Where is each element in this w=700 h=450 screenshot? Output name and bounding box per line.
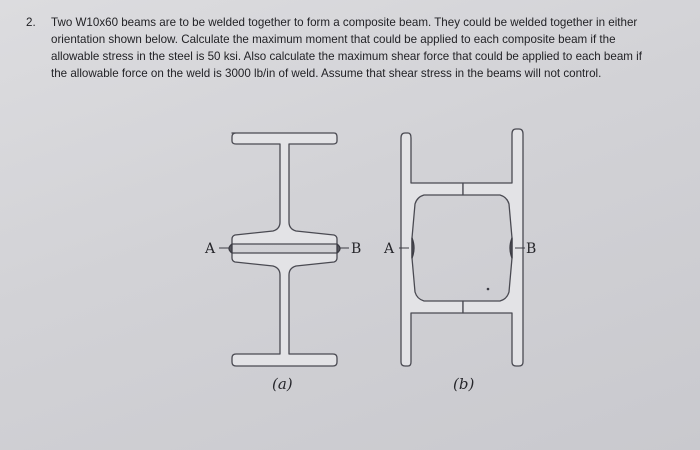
figure-b-side-beams (401, 129, 523, 366)
figure-b-centroid-dot (487, 288, 490, 291)
figure-b-caption: (b) (453, 375, 475, 393)
figure-b-left-beam (401, 133, 463, 366)
figure-a-lower-beam (232, 253, 337, 366)
figure-a-weld-b (337, 244, 340, 253)
figure-a-label-a: A (205, 241, 216, 257)
problem-line-2: orientation shown below. Calculate the maximum moment that could be applied to each composite beam if the (51, 33, 616, 46)
figure-a-upper-beam (232, 133, 337, 244)
figure-a-stacked-beams (229, 133, 340, 366)
figure-b-label-b: B (526, 241, 537, 257)
problem-line-3: allowable stress in the steel is 50 ksi. Also calculate the maximum shear force that could be applied to each beam if (51, 50, 642, 63)
figure-b-weld-b (510, 238, 512, 258)
figure-b-weld-a (412, 238, 414, 258)
figure-b-label-a: A (384, 241, 395, 257)
figure-b-right-beam (463, 129, 523, 366)
figure-a-caption: (a) (272, 375, 293, 393)
problem-number: 2. (26, 16, 36, 29)
figure-a-weld-a (229, 244, 232, 253)
problem-line-1: Two W10x60 beams are to be welded together to form a composite beam. They could be welded together in either (51, 16, 638, 29)
problem-line-4: the allowable force on the weld is 3000 lb/in of weld. Assume that shear stress in the beams will not control. (51, 67, 602, 80)
figure-a-label-b: B (351, 241, 362, 257)
